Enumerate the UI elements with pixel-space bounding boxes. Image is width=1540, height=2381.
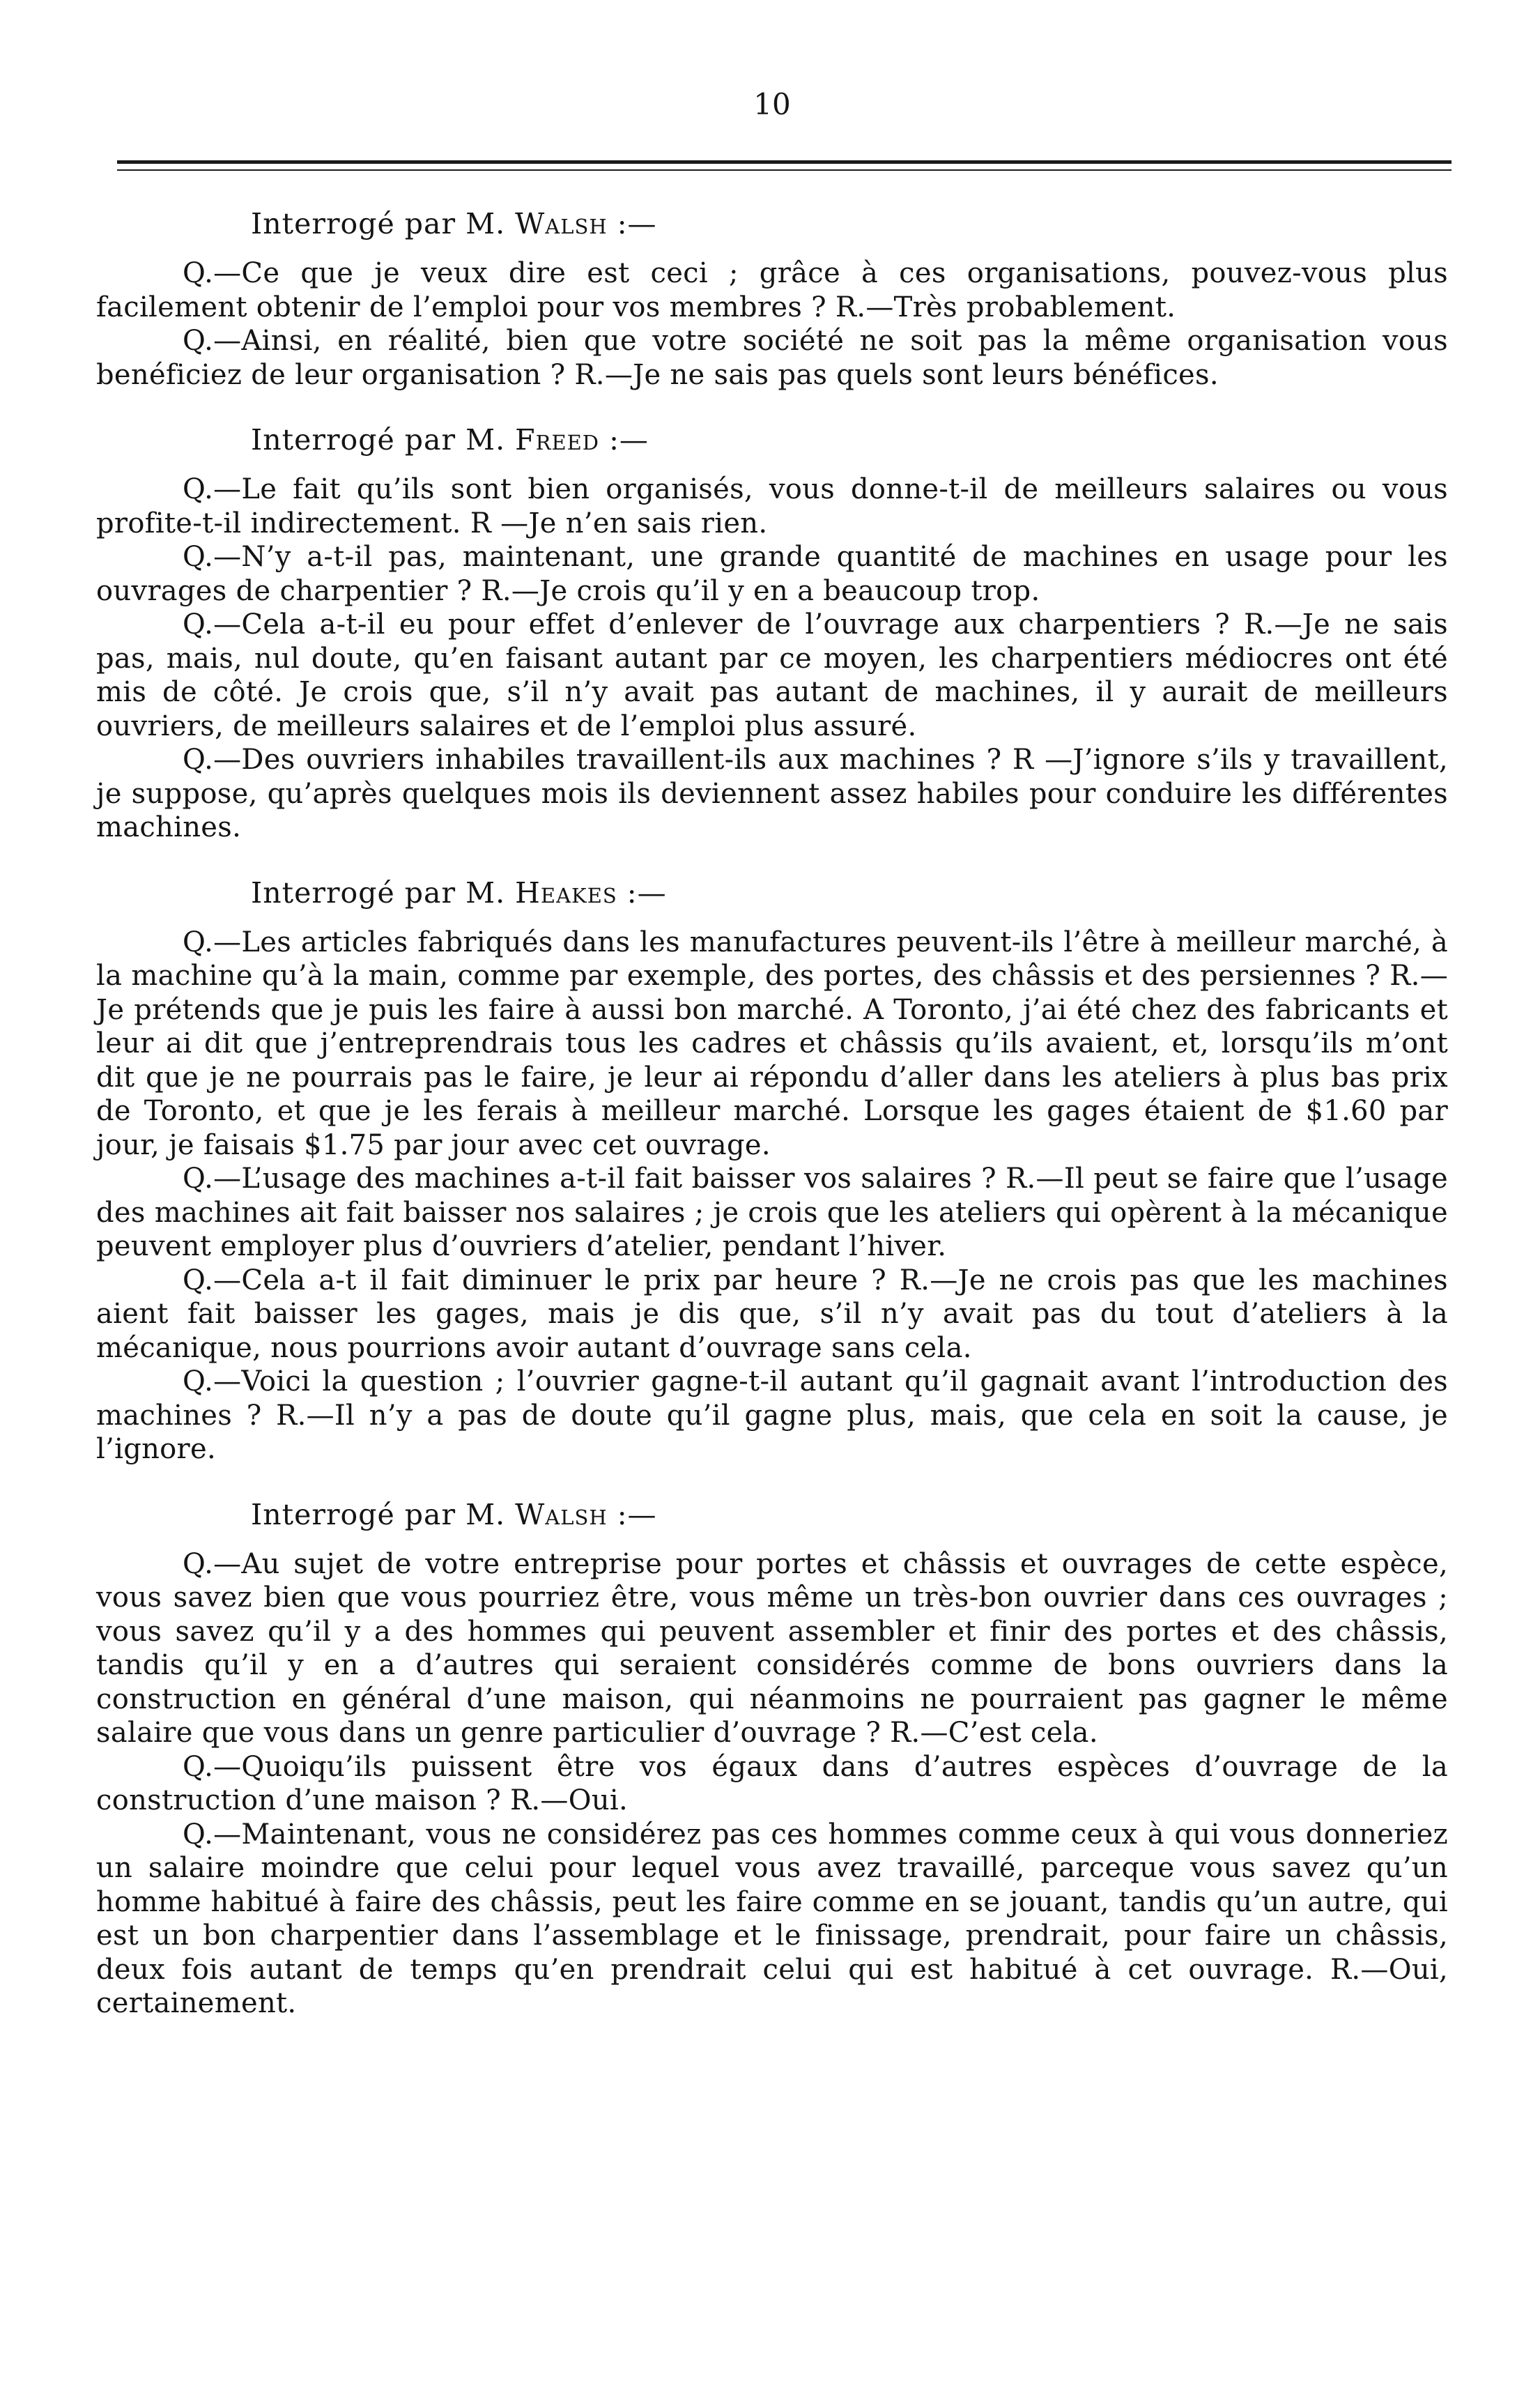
paragraph: Q.—L’usage des machines a-t-il fait baisser vos salaires ? R.—Il peut se faire que l’usage des machines ait fait baisser nos salaires ; je crois que les ateliers qui opèrent à la mécanique peuvent employer plus d’ouvriers d’atelier, pendant l’hiver.	[96, 1163, 1448, 1262]
paragraph: Q.—Voici la question ; l’ouvrier gagne-t-il autant qu’il gagnait avant l’introduction des machines ? R.—Il n’y a pas de doute qu’il gagne plus, mais, que cela en soit la cause, je l’ignore.	[96, 1365, 1448, 1465]
paragraph: Q.—Les articles fabriqués dans les manufactures peuvent-ils l’être à meilleur marché, à la machine qu’à la main, comme par exemple, des portes, des châssis et des persiennes ? R.—Je prétends que je puis les faire à aussi bon marché. A Toronto, j’ai été chez des fabricants et leur ai dit que j’entreprendrais tous les cadres et châssis qu’ils avaient, et, lorsqu’ils m’ont dit que je ne pourrais pas le faire, je leur ai répondu d’aller dans les ateliers à plus bas prix de Toronto, et que je les ferais à meilleur marché. Lorsque les gages étaient de $1.60 par jour, je faisais $1.75 par jour avec cet ouvrage.	[96, 926, 1448, 1161]
section-heading	[96, 206, 1448, 241]
heading-name: Heakes	[515, 875, 617, 910]
document-page	[96, 0, 1448, 2381]
heading-suffix: :—	[617, 875, 667, 910]
heading-prefix: Interrogé par M.	[251, 875, 506, 910]
paragraph: Q.—Au sujet de votre entreprise pour portes et châssis et ouvrages de cette espèce, vous savez bien que vous pourriez être, vous même un très-bon ouvrier dans ces ouvrages ; vous savez qu’il y a des hommes qui peuvent assembler et finir des portes et des châssis, tandis qu’il y en a d’autres qui seraient considérés comme de bons ouvriers dans la construction en général d’une maison, qui néanmoins ne pourraient pas gagner le même salaire que vous dans un genre particulier d’ouvrage ? R.—C’est cela.	[96, 1547, 1448, 1749]
section-heading	[96, 875, 1448, 910]
body-text	[96, 206, 1448, 2021]
heading-name: Walsh	[515, 1497, 608, 1531]
heading-name: Freed	[515, 423, 600, 457]
paragraph: Q.—Des ouvriers inhabiles travaillent-ils aux machines ? R —J’ignore s’ils y travaillent, je suppose, qu’après quelques mois ils deviennent assez habiles pour conduire les différentes machines.	[96, 744, 1448, 843]
heading-suffix: :—	[607, 1497, 657, 1531]
section-heading	[96, 422, 1448, 457]
section-heading	[96, 1497, 1448, 1532]
heading-suffix: :—	[607, 207, 657, 240]
paragraph: Q.—Ainsi, en réalité, bien que votre société ne soit pas la même organisation vous benéficiez de leur organisation ? R.—Je ne sais pas quels sont leurs bénéfices.	[96, 325, 1448, 391]
header-rule-thin	[117, 169, 1452, 171]
paragraph: Q.—Cela a-t il fait diminuer le prix par heure ? R.—Je ne crois pas que les machines aient fait baisser les gages, mais je dis que, s’il n’y avait pas du tout d’ateliers à la mécanique, nous pourrions avoir autant d’ouvrage sans cela.	[96, 1264, 1448, 1364]
paragraph: Q.—Ce que je veux dire est ceci ; grâce à ces organisations, pouvez-vous plus facilement obtenir de l’emploi pour vos membres ? R.—Très probablement.	[96, 257, 1448, 323]
heading-prefix: Interrogé par M.	[251, 1497, 506, 1531]
section-gap	[96, 392, 1448, 410]
heading-prefix: Interrogé par M.	[251, 423, 506, 457]
page-number: 10	[753, 87, 791, 121]
paragraph: Q.—Quoiqu’ils puissent être vos égaux dans d’autres espèces d’ouvrage de la construction d’une maison ? R.—Oui.	[96, 1750, 1448, 1816]
section-gap	[96, 1467, 1448, 1485]
heading-suffix: :—	[599, 423, 649, 457]
heading-prefix: Interrogé par M.	[251, 207, 506, 240]
paragraph: Q.—N’y a-t-il pas, maintenant, une grande quantité de machines en usage pour les ouvrages de charpentier ? R.—Je crois qu’il y en a beaucoup trop.	[96, 541, 1448, 607]
section-gap	[96, 845, 1448, 863]
paragraph: Q.—Maintenant, vous ne considérez pas ces hommes comme ceux à qui vous donneriez un salaire moindre que celui pour lequel vous avez travaillé, parceque vous savez qu’un homme habitué à faire des châssis, peut les faire comme en se jouant, tandis qu’un autre, qui est un bon charpentier dans l’assemblage et le finissage, prendrait, pour faire un châssis, deux fois autant de temps qu’en prendrait celui qui est habitué à cet ouvrage. R.—Oui, certainement.	[96, 1818, 1448, 2019]
paragraph: Q.—Cela a-t-il eu pour effet d’enlever de l’ouvrage aux charpentiers ? R.—Je ne sais pas, mais, nul doute, qu’en faisant autant par ce moyen, les charpentiers médiocres ont été mis de côté. Je crois que, s’il n’y avait pas autant de machines, il y aurait de meilleurs ouvriers, de meilleurs salaires et de l’emploi plus assuré.	[96, 608, 1448, 742]
paragraph: Q.—Le fait qu’ils sont bien organisés, vous donne-t-il de meilleurs salaires ou vous profite-t-il indirectement. R —Je n’en sais rien.	[96, 473, 1448, 539]
header-rule-thick	[117, 160, 1452, 164]
heading-name: Walsh	[515, 207, 608, 240]
